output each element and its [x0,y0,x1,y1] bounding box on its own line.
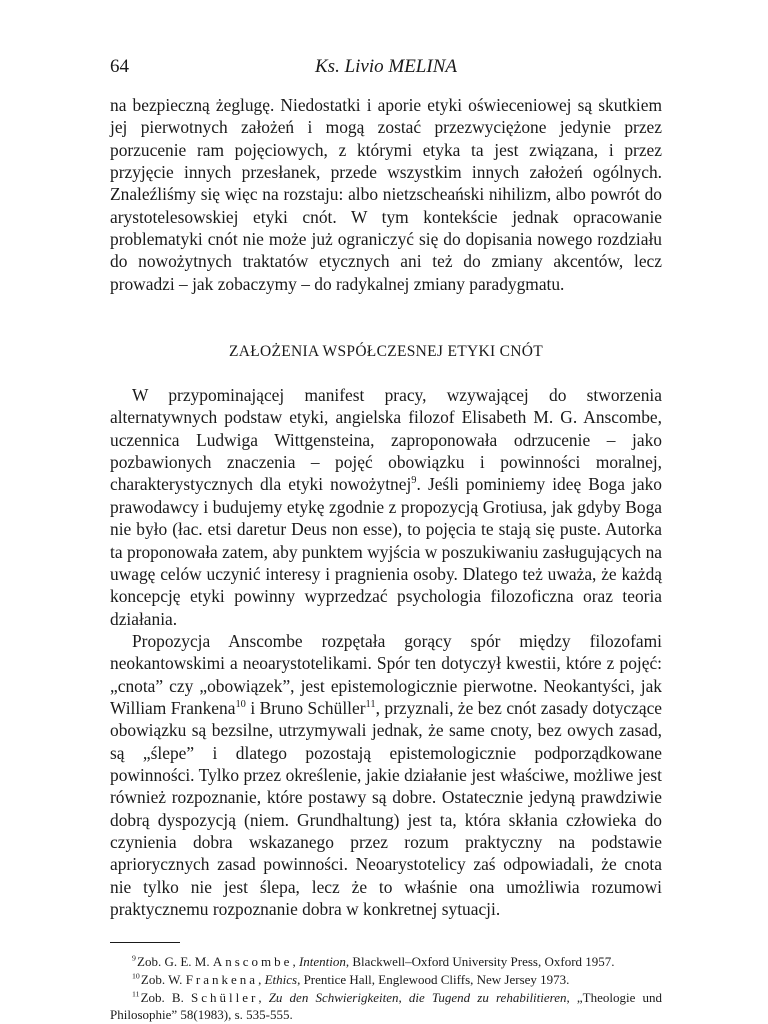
footnote-ref-10[interactable]: 10 [235,699,246,711]
paragraph-2-text-b: . Jeśli pominiemy ideę Boga jako prawodawcy i budujemy etykę zgodnie z propozycją Grotiusa, jak gdyby Boga nie było (łac. etsi daretur Deus non esse), to pojęcia te stają się puste. Autorka ta proponowała zatem, aby punktem wyjścia w poszukiwaniu zasługujących na uwagę celów uczynić interesy i pragnienia osoby. Dlatego też uważa, że każdą koncepcję etyki powinny wyprzedzać psychologia filozoficzna oraz teoria działania. [110,474,662,629]
footnote-number: 9 [132,954,136,964]
footnote-title: Ethics [264,971,298,987]
footnote-author: Schüller [190,989,259,1005]
paragraph-2-text-a: W przypominającej manifest pracy, wzywającej do stworzenia alternatywnych podstaw etyki, angielska filozof Elisabeth M. G. Anscombe, uczennica Ludwiga Wittgensteina, zaproponowała odrzucenie – jako pozbawionych znaczenia – pojęć obowiązku i powinności moralnej, charakterystycznych dla etyki nowożytnej [110,385,662,495]
running-head: Ks. Livio MELINA [315,56,457,77]
footnote-ref-11[interactable]: 11 [365,699,376,711]
page-number: 64 [110,56,129,77]
footnote-author: Anscombe [212,954,293,970]
footnote-10: $^{10}$ Zob. W. Frankena, Ethics, Prentice Hall, Englewood Cliffs, New Jersey 1973. [132,971,570,987]
section-heading: ZAŁOŻENIA WSPÓŁCZESNEJ ETYKI CNÓT [229,343,543,361]
footnote-number: 11 [132,989,140,999]
footnote-9: $^9$ Zob. G. E. M. Anscombe, Intention, Blackwell–Oxford University Press, Oxford 1957. [132,954,615,970]
paragraph-3-text-c: , przyznali, że bez cnót zasady dotyczące obowiązku są bezsilne, utrzymywali jednak, że same cnoty, bez owych zasad, są „ślepe” i dlatego pozostają epistemologicznie podporządkowane powinności. Tylko przez określenie, jakie działanie jest właściwe, możliwe jest również rozpoznanie, które postawy są dobre. Ostatecznie jedyną prawdziwie dobrą dyspozycją (niem. Grundhaltung) jest ta, która skłania człowieka do czynienia dobra wskazanego przez rozum praktyczny na podstawie apriorycznych zasad powinności. Neoarystotelicy zaś odpowiadali, że cnota nie tylko nie jest ślepa, lecz że to właśnie ona umożliwia rozumowi praktycznemu rozpoznanie dobra w konkretnej sytuacji. [110,697,663,919]
paragraph-3 [110,630,662,920]
footnote-divider [110,942,180,943]
page-header [110,56,662,80]
footnote-title: Zu den Schwierigkeiten, die Tugend zu rehabilitieren [268,989,567,1005]
paragraph-1: na bezpieczną żeglugę. Niedostatki i aporie etyki oświeceniowej są skutkiem jej pierwotnych założeń i mogą zostać przezwyciężone jedynie przez porzucenie ram pojęciowych, z którymi etyka ta jest związana, i przez przyjęcie innych przesłanek, przede wszystkim innych założeń ogólnych. Znaleźliśmy się więc na rozstaju: albo nietzscheański nihilizm, albo powrót do arystotelesowskiej etyki cnót. W tym kontekście jednak opracowanie problematyki cnót nie może już ograniczyć się do dopisania nowego rozdziału do nowożytnych traktatów etycznych ani też do zmiany akcentów, lecz prowadzi – jak zobaczymy – do radykalnej zmiany paradygmatu. [110,95,662,294]
paragraph-3-text-b: i Bruno Schüller [245,697,366,718]
body-text [110,94,662,1024]
footnote-title: Intention [298,954,346,970]
footnotes [110,953,662,1023]
footnote-11: $^{11}$ Zob. B. Schüller, Zu den Schwierigkeiten, die Tugend zu rehabilitieren, „Theologie und Philosophie” 58(1983), s. 535-555. [110,989,662,1023]
paragraph-2 [110,384,662,630]
footnote-ref-9[interactable]: 9 [411,475,417,487]
footnote-number: 10 [132,971,140,981]
footnote-author: Frankena [185,971,259,987]
paragraph-3-text-a: Propozycja Anscombe rozpętała gorący spór między filozofami neokantowskimi a neoarystotelikami. Spór ten dotyczył kwestii, które z pojęć: „cnota” czy „obowiązek”, jest epistemologicznie pierwotne. Neokantyści, jak William Frankena [110,630,662,718]
